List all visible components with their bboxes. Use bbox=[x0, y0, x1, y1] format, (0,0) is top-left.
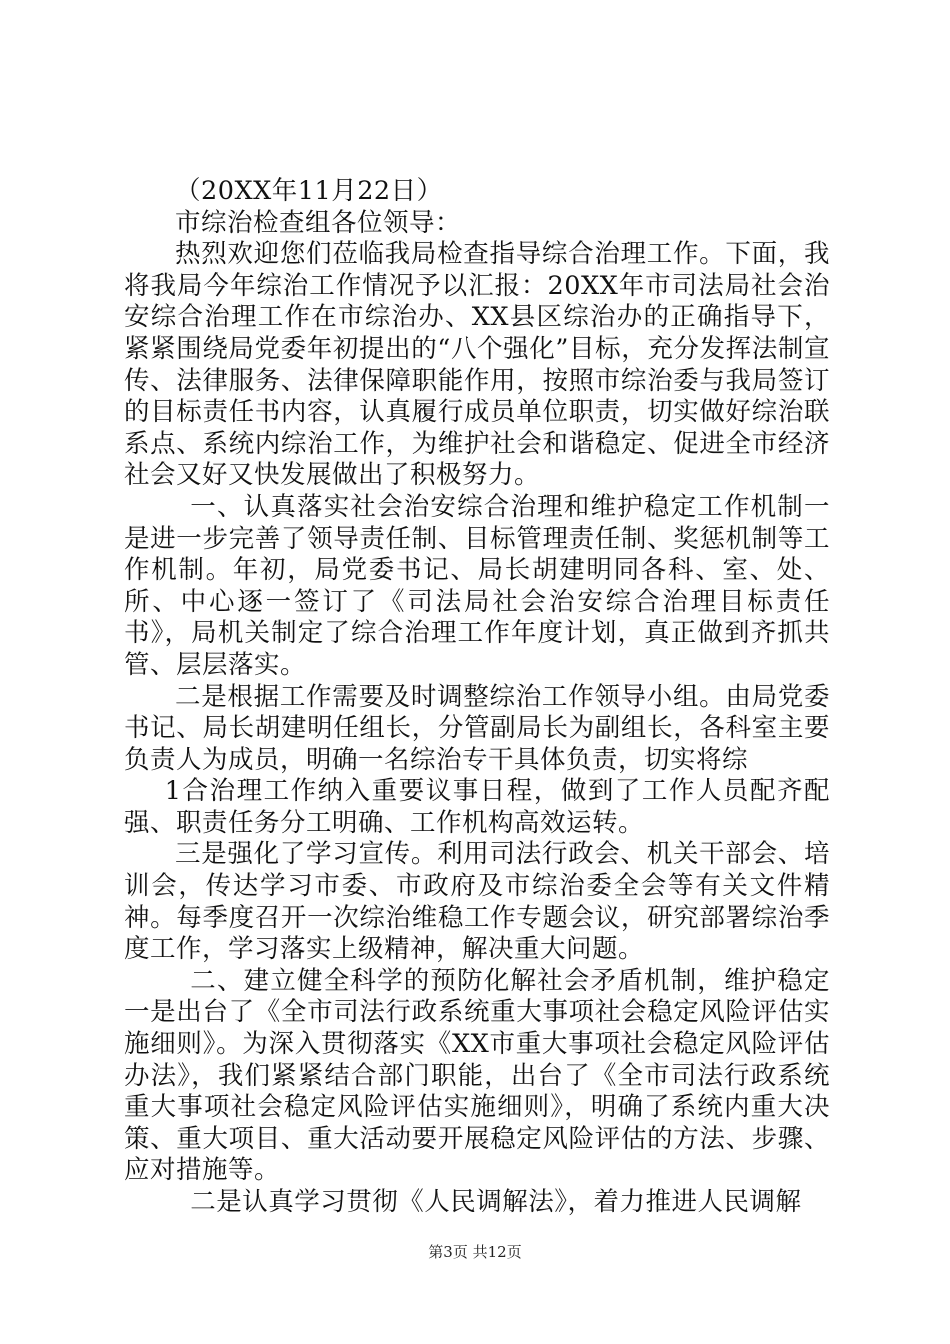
paragraph-point-2: 二是根据工作需要及时调整综治工作领导小组。由局党委书记、局长胡建明任组长，分管副局长为副组长，各科室主要负责人为成员，明确一名综治专干具体负责，切实将综 bbox=[124, 681, 830, 775]
page-number-footer: 第3页 共12页 bbox=[428, 1243, 522, 1261]
paragraph-point-2b: 二是认真学习贯彻《人民调解法》，着力推进人民调解 bbox=[190, 1187, 802, 1217]
paragraph-point-3: 三是强化了学习宣传。利用司法行政会、机关干部会、培训会，传达学习市委、市政府及市综治委全会等有关文件精神。每季度召开一次综治维稳工作专题会议，研究部署综治季度工作，学习落实上级精神，解决重大问题。 bbox=[124, 839, 830, 965]
salutation: 市综治检查组各位领导： bbox=[175, 207, 462, 238]
paragraph-section-2: 二、建立健全科学的预防化解社会矛盾机制，维护稳定一是出台了《全市司法行政系统重大事项社会稳定风险评估实施细则》。为深入贯彻落实《XX市重大事项社会稳定风险评估办法》，我们紧紧结合部门职能，出台了《全市司法行政系统重大事项社会稳定风险评估实施细则》，明确了系统内重大决策、重大项目、重大活动要开展稳定风险评估的方法、步骤、应对措施等。 bbox=[124, 965, 830, 1186]
document-body bbox=[124, 176, 830, 1219]
date-line: （20XX年11月22日） bbox=[175, 176, 443, 206]
paragraph-continuation: 1合治理工作纳入重要议事日程，做到了工作人员配齐配强、职责任务分工明确、工作机构高效运转。 bbox=[124, 776, 830, 838]
paragraph-section-1: 一、认真落实社会治安综合治理和维护稳定工作机制一是进一步完善了领导责任制、目标管理责任制、奖惩机制等工作机制。年初，局党委书记、局长胡建明同各科、室、处、所、中心逐一签订了《司法局社会治安综合治理目标责任书》，局机关制定了综合治理工作年度计划，真正做到齐抓共管、层层落实。 bbox=[124, 491, 830, 680]
paragraph-intro: 热烈欢迎您们莅临我局检查指导综合治理工作。下面，我将我局今年综治工作情况予以汇报：20XX年市司法局社会治安综合治理工作在市综治办、XX县区综治办的正确指导下，紧紧围绕局党委年初提出的“八个强化”目标，充分发挥法制宣传、法律服务、法律保障职能作用，按照市综治委与我局签订的目标责任书内容，认真履行成员单位职责，切实做好综治联系点、系统内综治工作，为维护社会和谐稳定、促进全市经济社会又好又快发展做出了积极努力。 bbox=[124, 239, 830, 491]
